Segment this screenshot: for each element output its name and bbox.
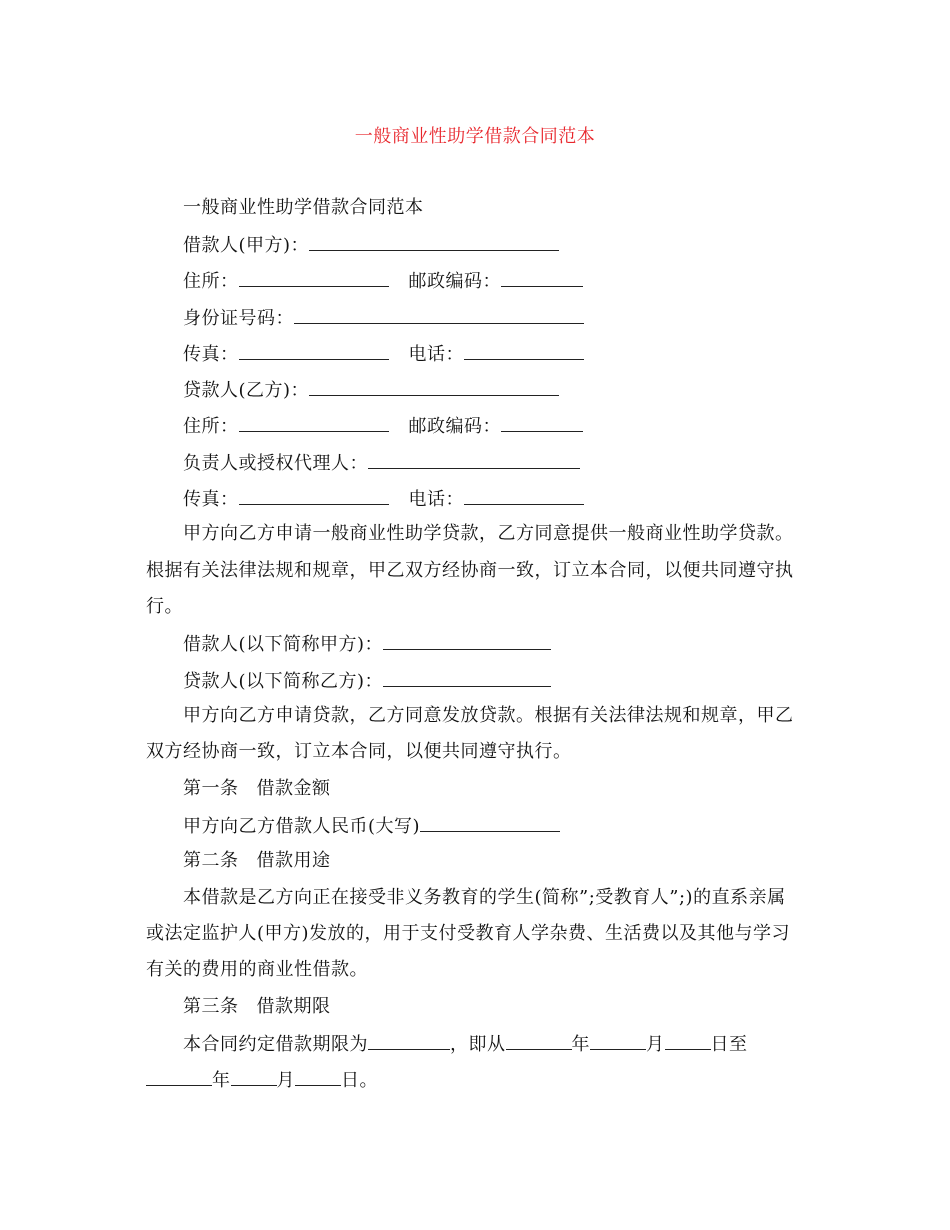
article-3-number: 第三条 <box>183 996 239 1017</box>
intro-paragraph-2-line-2: 双方经协商一致，订立本合同，以便共同遵守执行。 <box>146 741 572 762</box>
intro-paragraph-1-line-3: 行。 <box>146 596 183 617</box>
borrower-abbr-label: 借款人(以下简称甲方)： <box>183 634 384 655</box>
article-1-number: 第一条 <box>183 778 239 799</box>
article-2-line-2: 或法定监护人(甲方)发放的，用于支付受教育人学杂费、生活费以及其他与学习 <box>146 923 791 944</box>
end-year-label: 年 <box>212 1070 231 1091</box>
id-label: 身份证号码： <box>183 308 294 329</box>
article-1-title: 借款金额 <box>256 778 331 799</box>
lender-contact-line <box>183 486 584 512</box>
start-year-blank <box>506 1031 572 1050</box>
article-2-heading <box>183 849 331 873</box>
end-day-blank <box>295 1067 341 1086</box>
lender-abbr-label: 贷款人(以下简称乙方)： <box>183 671 384 692</box>
address-blank <box>239 268 389 287</box>
start-month-label: 月 <box>646 1034 665 1055</box>
lender-blank <box>309 377 559 396</box>
start-year-label: 年 <box>571 1034 590 1055</box>
postcode-label: 邮政编码： <box>408 271 501 292</box>
borrower-line <box>183 232 559 258</box>
agent-blank <box>368 450 580 469</box>
borrower-abbr-blank <box>383 631 551 650</box>
lender-address-line <box>183 413 583 439</box>
article-3-line-2 <box>146 1067 378 1093</box>
article-2-line-1: 本借款是乙方向正在接受非义务教育的学生(简称”;受教育人”;)的直系亲属 <box>183 887 786 908</box>
term-from-label: ，即从 <box>450 1034 506 1055</box>
term-label: 本合同约定借款期限为 <box>183 1034 368 1055</box>
id-blank <box>294 305 584 324</box>
lender-label: 贷款人(乙方)： <box>183 380 310 401</box>
document-title: 一般商业性助学借款合同范本 <box>354 126 596 147</box>
borrower-abbr-line <box>183 631 551 657</box>
address-label-2: 住所： <box>183 416 239 437</box>
postcode-blank-2 <box>501 413 583 432</box>
fax-blank-2 <box>239 486 389 505</box>
loan-amount-blank <box>420 813 560 832</box>
start-day-blank <box>665 1031 711 1050</box>
postcode-blank <box>501 268 583 287</box>
phone-label-2: 电话： <box>408 489 464 510</box>
postcode-label-2: 邮政编码： <box>408 416 501 437</box>
article-3-title: 借款期限 <box>256 996 331 1017</box>
fax-blank <box>239 341 389 360</box>
borrower-label: 借款人(甲方)： <box>183 235 310 256</box>
article-2-title: 借款用途 <box>256 850 331 871</box>
borrower-blank <box>309 232 559 251</box>
phone-blank-2 <box>464 486 584 505</box>
end-month-label: 月 <box>276 1070 295 1091</box>
lender-line <box>183 377 559 403</box>
article-1-heading <box>183 777 331 801</box>
article-3-heading <box>183 995 331 1019</box>
end-day-label: 日。 <box>341 1070 378 1091</box>
term-blank <box>368 1031 450 1050</box>
article-2-number: 第二条 <box>183 850 239 871</box>
borrower-contact-line <box>183 341 584 367</box>
end-year-blank <box>146 1067 212 1086</box>
borrower-address-line <box>183 268 583 294</box>
fax-label-2: 传真： <box>183 489 239 510</box>
intro-paragraph-2-line-1: 甲方向乙方申请贷款，乙方同意发放贷款。根据有关法律法规和规章，甲乙 <box>183 705 794 726</box>
lender-abbr-blank <box>383 668 551 687</box>
agent-label: 负责人或授权代理人： <box>183 453 368 474</box>
subtitle: 一般商业性助学借款合同范本 <box>183 197 424 218</box>
address-blank-2 <box>239 413 389 432</box>
id-line <box>183 305 584 331</box>
address-label: 住所： <box>183 271 239 292</box>
fax-label: 传真： <box>183 344 239 365</box>
agent-line <box>183 450 580 476</box>
article-1-text <box>183 813 560 839</box>
lender-abbr-line <box>183 668 551 694</box>
start-day-label: 日至 <box>710 1034 748 1055</box>
loan-amount-label: 甲方向乙方借款人民币(大写) <box>183 816 421 837</box>
intro-paragraph-1-line-1: 甲方向乙方申请一般商业性助学贷款，乙方同意提供一般商业性助学贷款。 <box>183 523 794 544</box>
article-3-line-1 <box>183 1031 748 1057</box>
phone-label: 电话： <box>408 344 464 365</box>
start-month-blank <box>590 1031 646 1050</box>
phone-blank <box>464 341 584 360</box>
article-2-line-3: 有关的费用的商业性借款。 <box>146 959 368 980</box>
end-month-blank <box>231 1067 277 1086</box>
intro-paragraph-1-line-2: 根据有关法律法规和规章，甲乙双方经协商一致，订立本合同，以便共同遵守执 <box>146 560 794 581</box>
